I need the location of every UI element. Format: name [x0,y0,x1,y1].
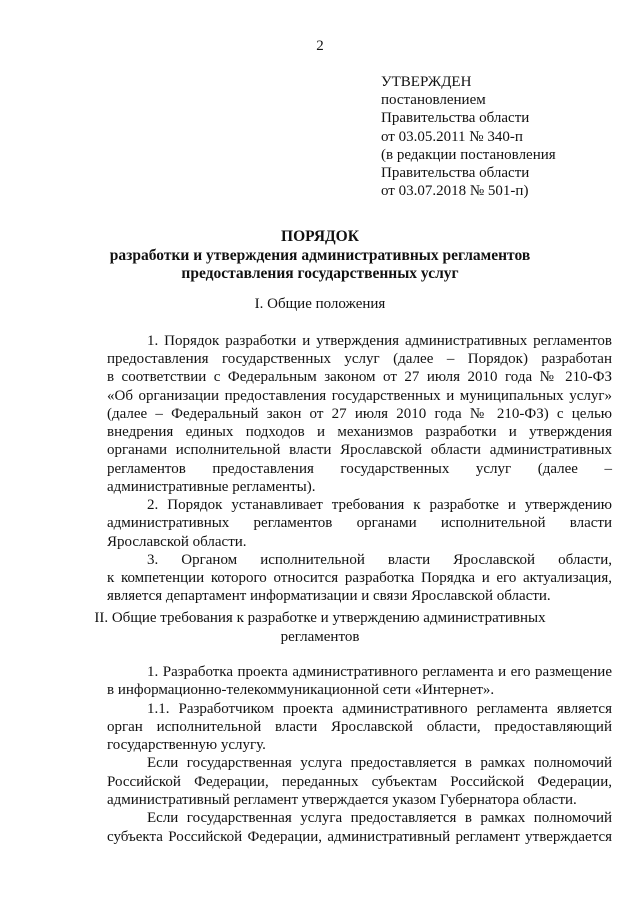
text-line: Если государственная услуга предоставляется в рамках полномочий [147,810,612,827]
approval-line: Правительства области [381,165,530,182]
text-line: 1. Разработка проекта административного регламента и его размещение [147,664,612,680]
text-line: 2. Порядок устанавливает требования к разработке и утверждению [147,497,612,513]
text-line: административных регламентов органами исполнительной власти [107,515,612,532]
text-line: 3. Органом исполнительной власти Ярославской области, [147,551,612,568]
approval-line: постановлением [381,92,486,109]
text-line: в информационно-телекоммуникационной сети «Интернет». [107,682,495,699]
text-line: является департамент информатизации и связи Ярославской области. [107,588,551,605]
heading-line: II. Общие требования к разработке и утверждению административных [94,610,546,626]
text-line: государственную услугу. [107,737,266,754]
section-body [107,663,612,846]
text-line: административный регламент утверждается указом Губернатора области. [107,792,577,809]
text-line: субъекта Российской Федерации, административный регламент утверждается [107,828,612,845]
text-line: 1.1. Разработчиком проекта административного регламента является [147,700,612,717]
text-line: к компетенции которого относится разработка Порядка и его актуализация, [107,570,612,587]
section-heading [0,609,640,646]
heading-line: регламентов [280,628,360,645]
section-heading: I. Общие положения [254,296,386,312]
approval-line: УТВЕРЖДЕН [381,74,472,90]
approval-line: от 03.07.2018 № 501-п) [381,183,529,200]
text-line: Ярославской области. [107,533,247,550]
section-body [107,332,612,350]
approval-line: (в редакции постановления [381,146,556,163]
text-line: в соответствии с Федеральным законом от 27 июля 2010 года № 210-ФЗ [107,369,612,386]
title-subheading: предоставления государственных услуг [181,265,459,282]
approval-line: Правительства области [381,110,530,127]
text-line: 1. Порядок разработки и утверждения административных регламентов [147,333,612,349]
text-line: внедрения единых подходов и механизмов разработки и утверждения [107,424,612,441]
page-number: 2 [316,38,324,54]
text-line: органами исполнительной власти Ярославской области административных [107,442,612,459]
section-body [107,496,612,606]
paragraph [107,332,612,350]
approval-line: от 03.05.2011 № 340-п [381,128,523,145]
text-line: административные регламенты). [107,479,316,496]
text-line: Российской Федерации, переданных субъектам Российской Федерации, [107,773,612,790]
document-title [0,228,640,284]
text-line: предоставления государственных услуг (далее – Порядок) разработан [107,351,612,367]
title-subheading: разработки и утверждения административных регламентов [109,246,531,264]
section-body [107,350,612,496]
approval-block [381,73,556,200]
title-heading: ПОРЯДОК [281,228,359,245]
text-line: (далее – Федеральный закон от 27 июля 2010 года № 210-ФЗ) с целью [107,405,612,422]
text-line: орган исполнительной власти Ярославской области, предоставляющий [107,718,612,735]
text-line: Если государственная услуга предоставляется в рамках полномочий [147,755,612,772]
text-line: «Об организации предоставления государственных и муниципальных услуг» [107,387,612,404]
text-line: регламентов предоставления государственных услуг (далее – [107,460,612,477]
